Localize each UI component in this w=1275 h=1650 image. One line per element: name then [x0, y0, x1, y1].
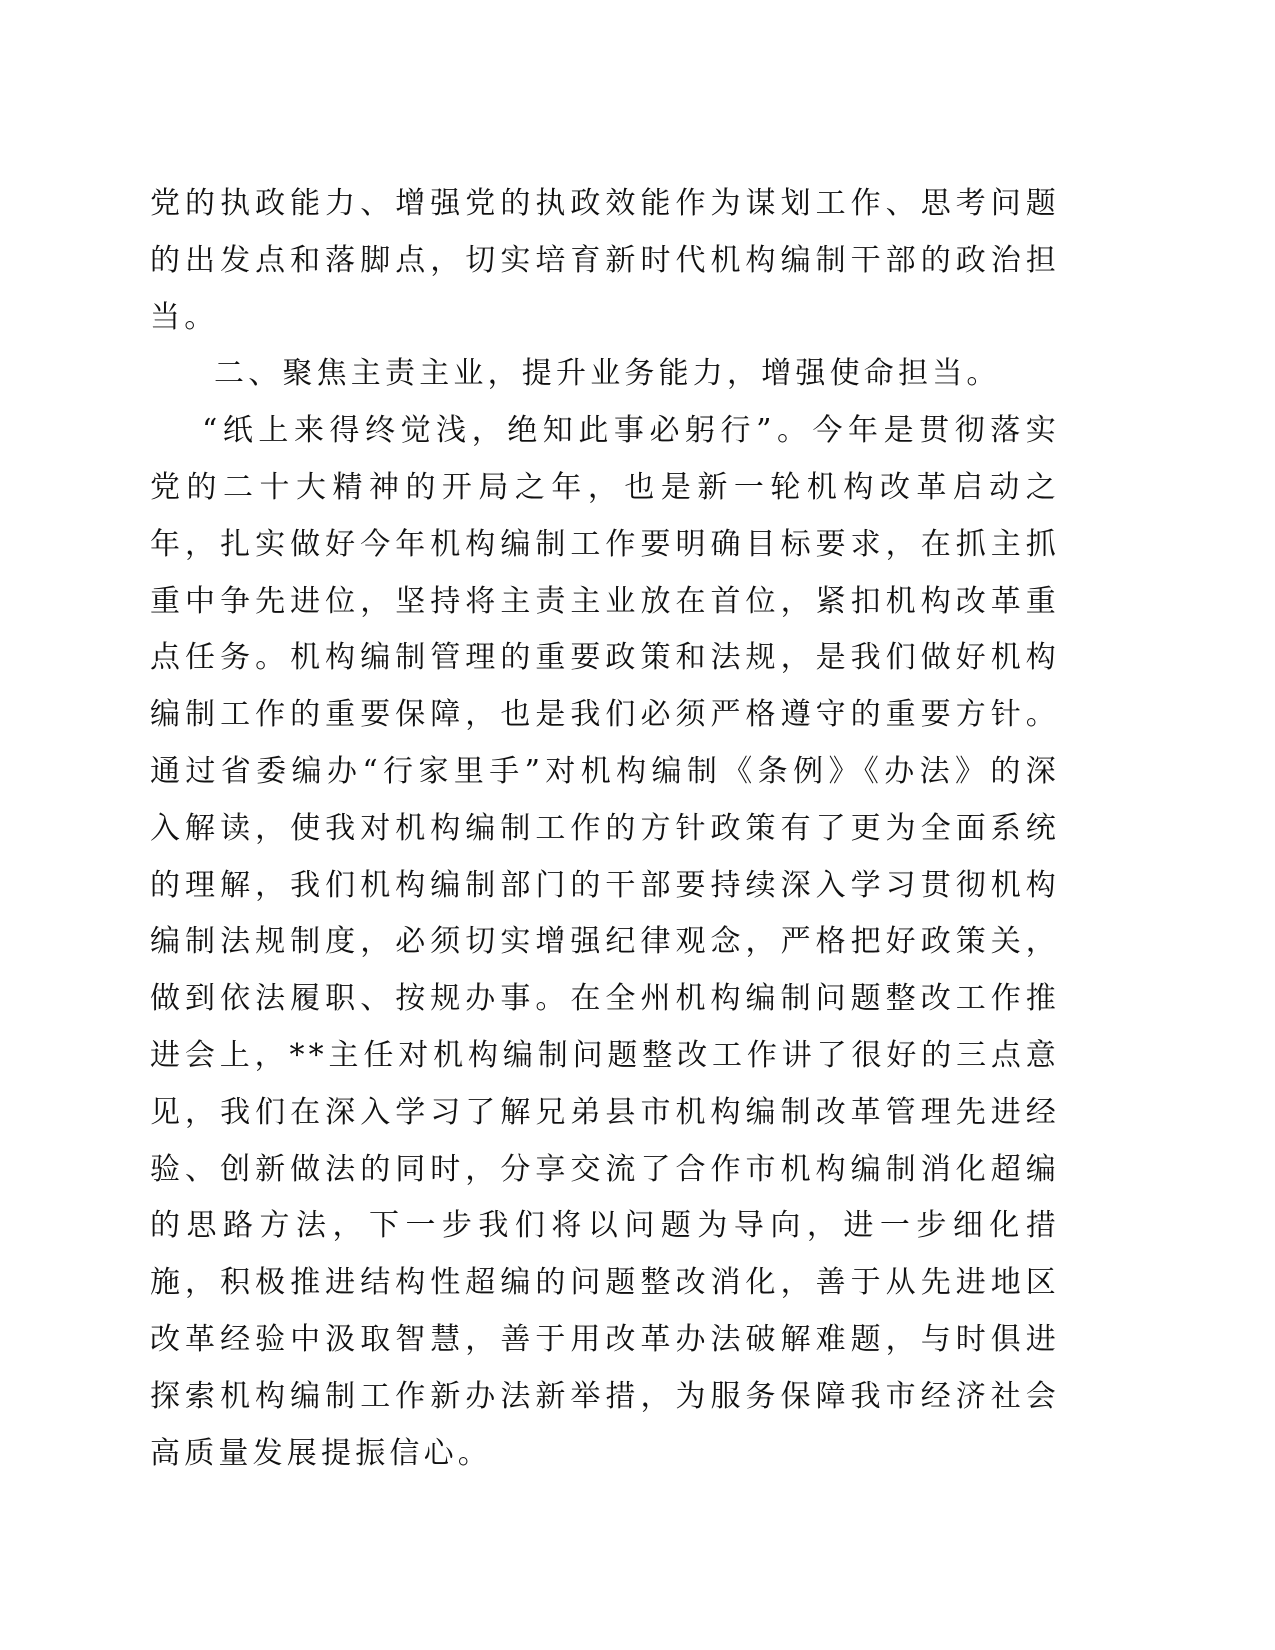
paragraph-continuation: 党的执政能力、增强党的执政效能作为谋划工作、思考问题的出发点和落脚点，切实培育新时代机构编制干部的政治担当。 [150, 186, 1060, 335]
document-body [150, 176, 1060, 1482]
section-heading: 二、聚焦主责主业，提升业务能力，增强使命担当。 [214, 356, 1001, 392]
paragraph-body: “纸上来得终觉浅，绝知此事必躬行”。今年是贯彻落实党的二十大精神的开局之年，也是新一轮机构改革启动之年，扎实做好今年机构编制工作要明确目标要求，在抓主抓重中争先进位，坚持将主责主业放在首位，紧扣机构改革重点任务。机构编制管理的重要政策和法规，是我们做好机构编制工作的重要保障，也是我们必须严格遵守的重要方针。通过省委编办“行家里手”对机构编制《条例》《办法》的深入解读，使我对机构编制工作的方针政策有了更为全面系统的理解，我们机构编制部门的干部要持续深入学习贯彻机构编制法规制度，必须切实增强纪律观念，严格把好政策关，做到依法履职、按规办事。在全州机构编制问题整改工作推进会上，**主任对机构编制问题整改工作讲了很好的三点意见，我们在深入学习了解兄弟县市机构编制改革管理先进经验、创新做法的同时，分享交流了合作市机构编制消化超编的思路方法，下一步我们将以问题为导向，进一步细化措施，积极推进结构性超编的问题整改消化，善于从先进地区改革经验中汲取智慧，善于用改革办法破解难题，与时俱进探索机构编制工作新办法新举措，为服务保障我市经济社会高质量发展提振信心。 [150, 413, 1060, 1471]
